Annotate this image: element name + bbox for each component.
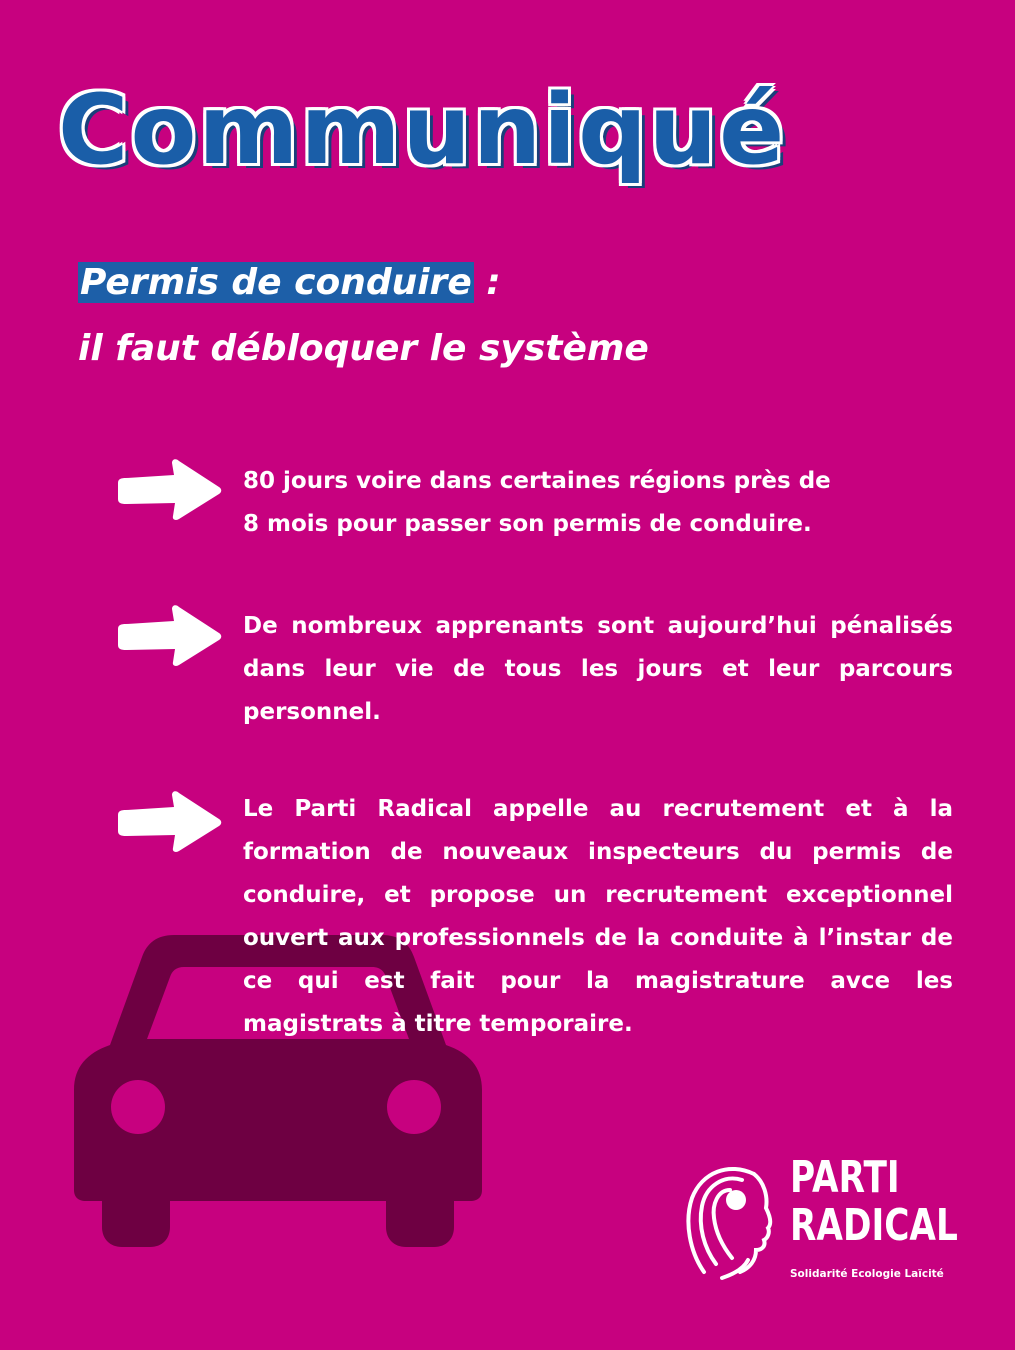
logo-wordmark — [790, 1154, 958, 1250]
subtitle — [78, 250, 649, 382]
subtitle-highlight: Permis de conduire — [80, 262, 472, 303]
bullet-1-line-2: 8 mois pour passer son permis de conduire. — [243, 511, 812, 537]
subtitle-colon: : — [473, 262, 501, 303]
logo-line-1: PARTI — [790, 1152, 900, 1203]
arrow-right-icon — [112, 459, 224, 521]
bullet-text-2: De nombreux apprenants sont aujourd’hui pénalisés dans leur vie de tous les jours et leur parcours personnel. — [243, 613, 953, 725]
page-title: Communiqué — [58, 74, 787, 186]
bullet-text-1 — [243, 460, 933, 546]
bullet-text-3: Le Parti Radical appelle au recrutement et à la formation de nouveaux inspecteurs du permis de conduire, et propose un recrutement exceptionnel ouvert aux professionnels de la conduite à l’instar de ce qui est fait pour la magistrature avce les magistrats à titre temporaire. — [243, 796, 953, 1037]
logo-line-2: RADICAL — [790, 1200, 958, 1251]
bullet-1-line-1: 80 jours voire dans certaines régions près de — [243, 468, 831, 494]
arrow-right-icon — [112, 791, 224, 853]
subtitle-line-2: il faut débloquer le système — [78, 328, 649, 369]
arrow-right-icon — [112, 605, 224, 667]
logo-tagline: Solidarité Ecologie Laïcité — [790, 1268, 944, 1280]
